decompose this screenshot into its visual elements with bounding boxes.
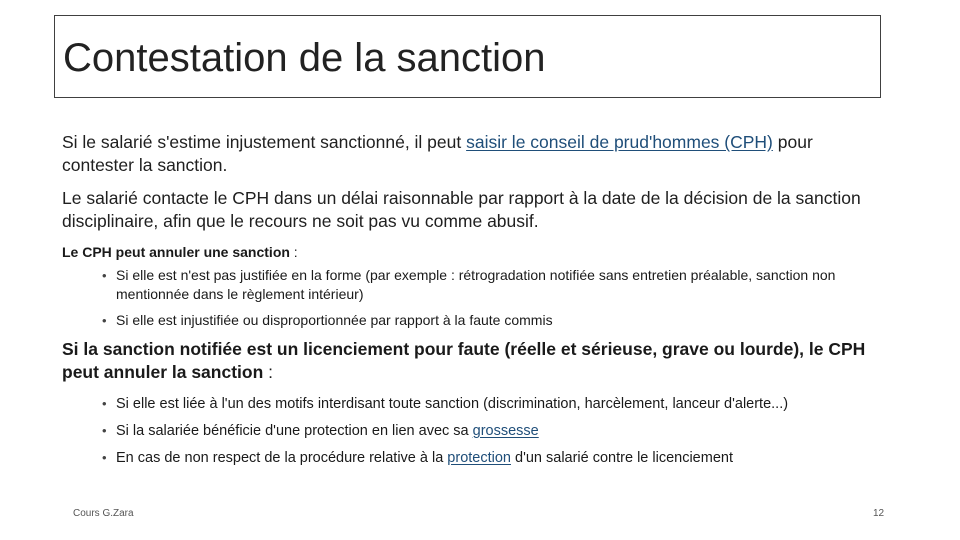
list-item: • Si elle est liée à l'un des motifs interdisant toute sanction (discrimination, harcèlement, lanceur d'alerte...) — [62, 394, 882, 414]
section-cancel-heading-colon: : — [289, 244, 298, 260]
page-title: Contestation de la sanction — [63, 36, 546, 80]
list-item-text: Si la salariée bénéficie d'une protection en lien avec sa — [116, 423, 473, 439]
paragraph-intro-end: pour contester la sanction. — [62, 132, 813, 175]
section-cancel-heading — [62, 243, 882, 261]
title-box — [54, 15, 881, 98]
list-item: • Si elle est injustifiée ou disproportionnée par rapport à la faute commis — [62, 311, 882, 330]
paragraph-intro — [62, 131, 882, 177]
slide-content — [62, 131, 882, 475]
list-item-text: En cas de non respect de la procédure relative à la — [116, 450, 448, 466]
section-dismissal-heading — [62, 338, 882, 384]
grossesse-link[interactable]: grossesse — [472, 423, 539, 439]
list-item — [62, 448, 882, 468]
paragraph-intro-text: Si le salarié s'estime injustement sanctionné, il peut — [62, 132, 467, 152]
section-dismissal-heading-colon: : — [263, 362, 274, 382]
list-item — [62, 421, 882, 441]
cancel-reasons-list — [62, 266, 882, 330]
dismissal-reasons-list — [62, 394, 882, 468]
list-item-text-end: d'un salarié contre le licenciement — [510, 450, 733, 466]
list-item: • Si elle est n'est pas justifiée en la forme (par exemple : rétrogradation notifiée sans entretien préalable, sanction non mentionnée dans le règlement intérieur) — [62, 266, 882, 304]
protection-link[interactable]: protection — [447, 450, 511, 466]
page-number: 12 — [873, 508, 885, 519]
paragraph-delay: Le salarié contacte le CPH dans un délai raisonnable par rapport à la date de la décision de la sanction disciplinaire, afin que le recours ne soit pas vu comme abusif. — [62, 188, 861, 231]
section-cancel-heading-bold: Le CPH peut annuler une sanction — [62, 244, 290, 260]
cph-link[interactable]: saisir le conseil de prud'hommes (CPH) — [466, 132, 773, 152]
section-dismissal-heading-bold: Si la sanction notifiée est un licenciement pour faute (réelle et sérieuse, grave ou lourde), le CPH peut annuler la sanction — [62, 339, 866, 382]
footer-author: Cours G.Zara — [73, 508, 134, 519]
